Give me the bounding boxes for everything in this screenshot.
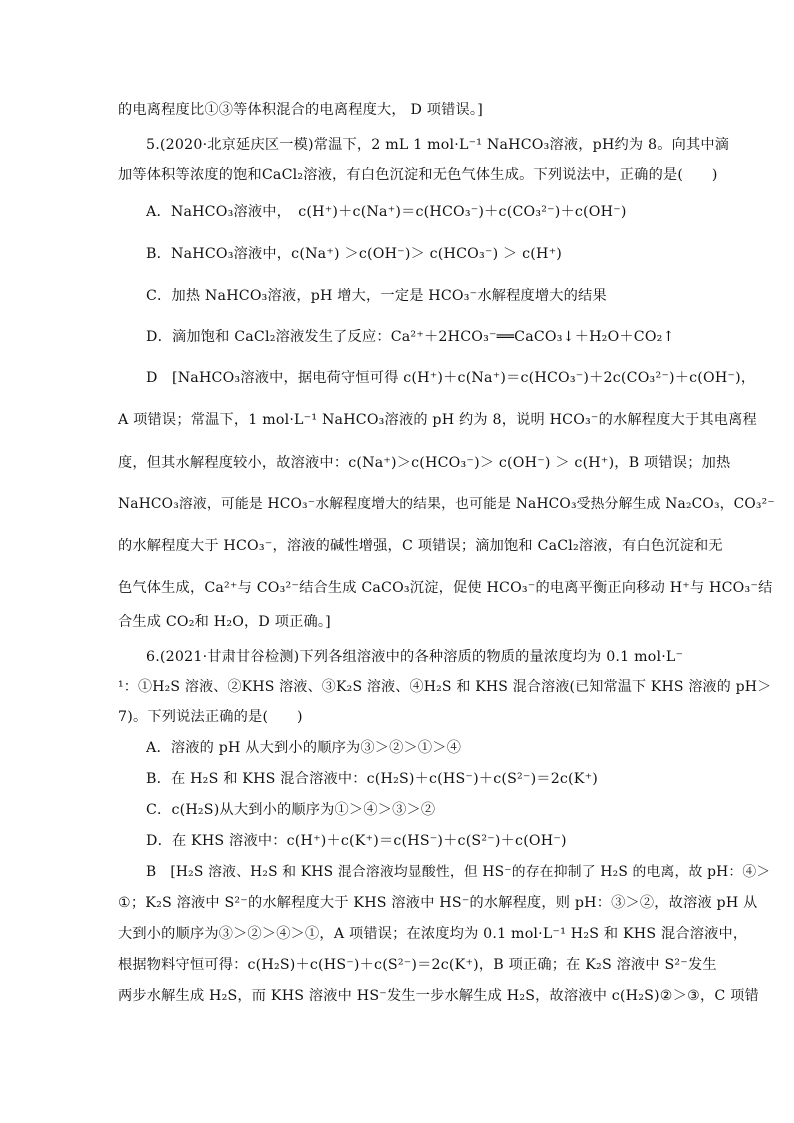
- text-line: 两步水解生成 H₂S，而 KHS 溶液中 HS⁻发生一步水解生成 H₂S，故溶液中 c(H₂S)②＞③，C 项错: [118, 988, 759, 1004]
- text-line: NaHCO₃溶液，可能是 HCO₃⁻水解程度增大的结果，也可能是 NaHCO₃受热分解生成 Na₂CO₃，CO₃²⁻: [118, 496, 775, 512]
- text-line: ¹：①H₂S 溶液、②KHS 溶液、③K₂S 溶液、④H₂S 和 KHS 混合溶液(已知常温下 KHS 溶液的 pH＞: [118, 679, 772, 695]
- question-6-stem: 6.(2021·甘肃甘谷检测)下列各组溶液中的各种溶质的物质的量浓度均为 0.1 mol·L⁻: [146, 649, 684, 665]
- text-line: 度，但其水解程度较小，故溶液中：c(Na⁺)＞c(HCO₃⁻)＞ c(OH⁻) ＞ c(H⁺)，B 项错误；加热: [118, 455, 731, 471]
- option-d: D．在 KHS 溶液中：c(H⁺)＋c(K⁺)＝c(HS⁻)＋c(S²⁻)＋c(OH⁻): [146, 833, 567, 849]
- option-b: B．在 H₂S 和 KHS 混合溶液中：c(H₂S)＋c(HS⁻)＋c(S²⁻)＝2c(K⁺): [146, 771, 599, 787]
- option-a: A．NaHCO₃溶液中， c(H⁺)＋c(Na⁺)＝c(HCO₃⁻)＋c(CO₃²⁻)＋c(OH⁻): [146, 204, 627, 220]
- text-line: 7)。下列说法正确的是( ): [118, 709, 303, 725]
- option-c: C．c(H₂S)从大到小的顺序为①＞④＞③＞②: [146, 802, 436, 818]
- text-line: ①；K₂S 溶液中 S²⁻的水解程度大于 KHS 溶液中 HS⁻的水解程度，则 pH：③＞②，故溶液 pH 从: [118, 895, 758, 911]
- question-5-stem: 5.(2020·北京延庆区一模)常温下，2 mL 1 mol·L⁻¹ NaHCO₃溶液，pH约为 8。向其中滴: [146, 137, 730, 153]
- text-line: 的水解程度大于 HCO₃⁻，溶液的碱性增强，C 项错误；滴加饱和 CaCl₂溶液，有白色沉淀和无: [118, 538, 723, 554]
- text-line: 色气体生成，Ca²⁺与 CO₃²⁻结合生成 CaCO₃沉淀，促使 HCO₃⁻的电离平衡正向移动 H⁺与 HCO₃⁻结: [118, 580, 773, 596]
- text-line: 的电离程度比①③等体积混合的电离程度大， D 项错误。]: [118, 102, 483, 118]
- answer-5: D [NaHCO₃溶液中，据电荷守恒可得 c(H⁺)＋c(Na⁺)＝c(HCO₃⁻)＋2c(CO₃²⁻)＋c(OH⁻)，: [146, 370, 756, 386]
- text-line: 加等体积等浓度的饱和CaCl₂溶液，有白色沉淀和无色气体生成。下列说法中，正确的是( ): [118, 167, 718, 183]
- option-c: C．加热 NaHCO₃溶液，pH 增大，一定是 HCO₃⁻水解程度增大的结果: [146, 288, 607, 304]
- text-line: A 项错误；常温下，1 mol·L⁻¹ NaHCO₃溶液的 pH 约为 8，说明 HCO₃⁻的水解程度大于其电离程: [118, 412, 757, 428]
- text-line: 合生成 CO₂和 H₂O，D 项正确。]: [118, 614, 331, 630]
- text-line: 根据物料守恒可得：c(H₂S)＋c(HS⁻)＋c(S²⁻)＝2c(K⁺)，B 项正确；在 K₂S 溶液中 S²⁻发生: [118, 957, 717, 973]
- option-a: A．溶液的 pH 从大到小的顺序为③＞②＞①＞④: [146, 740, 462, 756]
- answer-6: B [H₂S 溶液、H₂S 和 KHS 混合溶液均显酸性，但 HS⁻的存在抑制了 H₂S 的电离，故 pH：④＞: [146, 864, 771, 880]
- option-d: D．滴加饱和 CaCl₂溶液发生了反应：Ca²⁺＋2HCO₃⁻══CaCO₃↓＋H₂O＋CO₂↑: [146, 329, 675, 345]
- option-b: B．NaHCO₃溶液中，c(Na⁺) ＞c(OH⁻)＞ c(HCO₃⁻) ＞ c(H⁺): [146, 246, 562, 262]
- text-line: 大到小的顺序为③＞②＞④＞①，A 项错误；在浓度均为 0.1 mol·L⁻¹ H₂S 和 KHS 混合溶液中，: [118, 926, 748, 942]
